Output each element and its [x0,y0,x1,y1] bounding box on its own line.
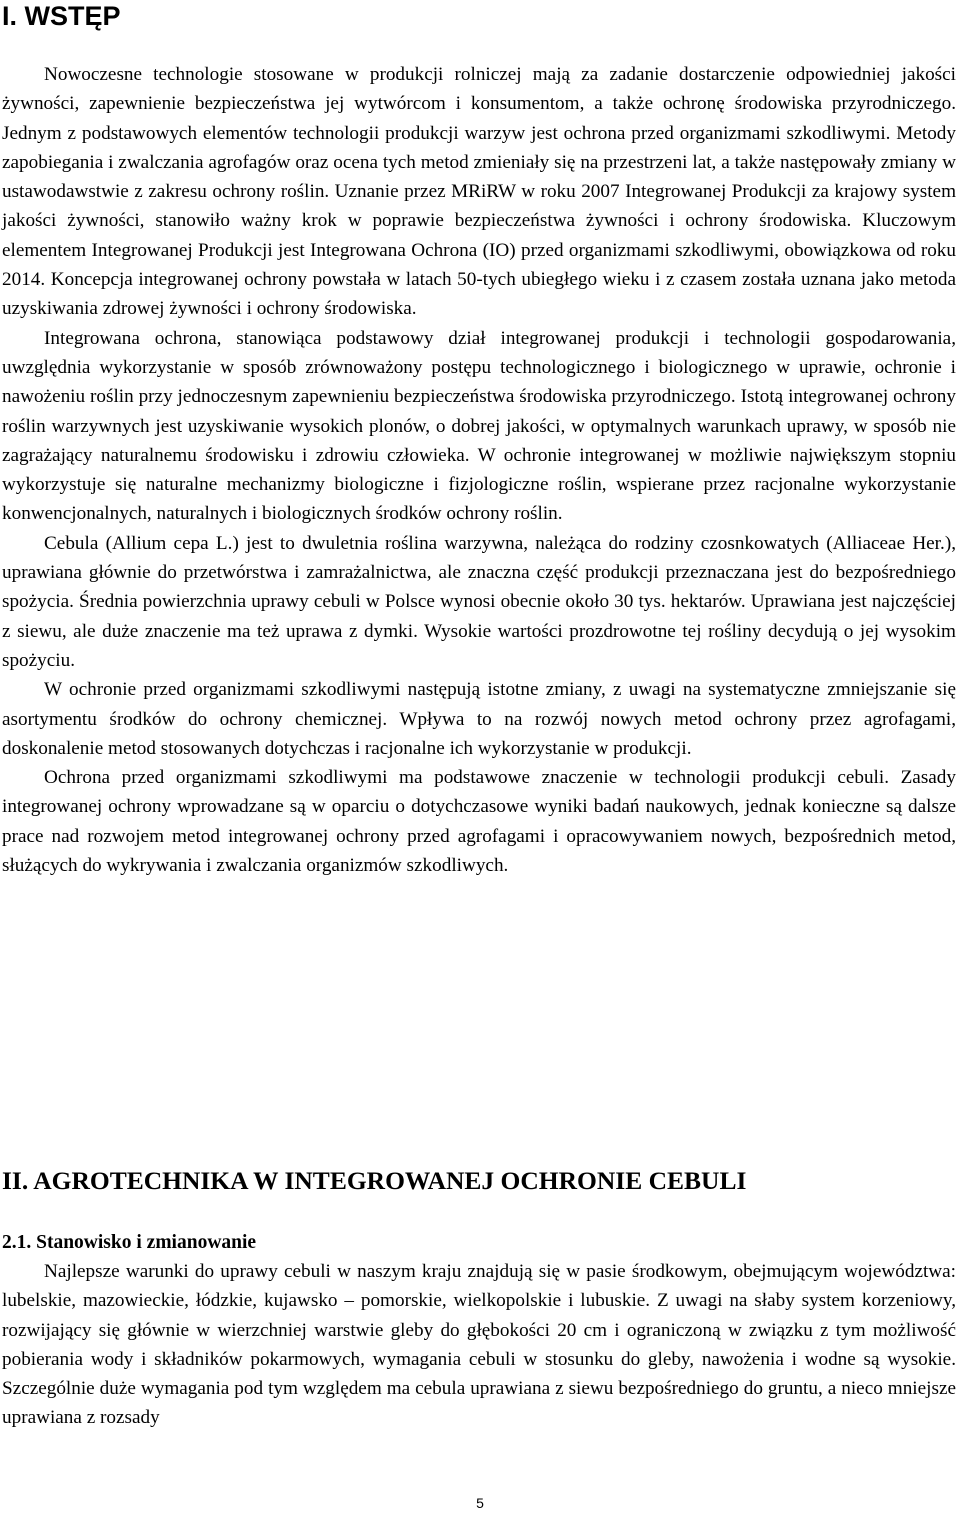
intro-section [2,60,956,880]
intro-paragraph-3: Cebula (Allium cepa L.) jest to dwuletnia roślina warzywna, należąca do rodziny czosnkowatych (Alliaceae Her.), uprawiana głównie do przetwórstwa i zamrażalnictwa, ale znaczna część produkcji przeznaczana jest do bezpośredniego spożycia. Średnia powierzchnia uprawy cebuli w Polsce wynosi obecnie około 30 tys. hektarów. Uprawiana jest najczęściej z siewu, ale duże znaczenie ma też uprawa z dymki. Wysokie wartości prozdrowotne tej rośliny decydują o jej wysokim spożyciu. [2,532,956,671]
intro-paragraph-4: W ochronie przed organizmami szkodliwymi następują istotne zmiany, z uwagi na systematyczne zmniejszanie się asortymentu środków do ochrony chemicznej. Wpływa to na rozwój nowych metod ochrony przez agrofagami, doskonalenie metod stosowanych dotychczas i racjonalne ich wykorzystanie w produkcji. [2,679,956,759]
heading-stanowisko: 2.1. Stanowisko i zmianowanie [2,1232,257,1253]
heading-wstep: I. WSTĘP [2,1,121,31]
page-number: 5 [476,1495,484,1511]
section-2-1 [2,1257,956,1433]
intro-paragraph-1: Nowoczesne technologie stosowane w produkcji rolniczej mają za zadanie dostarczenie odpowiedniej jakości żywności, zapewnienie bezpieczeństwa jej wytwórcom i konsumentom, a także ochronę środowiska przyrodniczego. Jednym z podstawowych elementów technologii produkcji warzyw jest ochrona przed organizmami szkodliwymi. Metody zapobiegania i zwalczania agrofagów oraz ocena tych metod zmieniały się na przestrzeni lat, a także następowały zmiany w ustawodawstwie z zakresu ochrony roślin. Uznanie przez MRiRW w roku 2007 Integrowanej Produkcji za krajowy system jakości żywności, stanowiło ważny krok w poprawie bezpieczeństwa żywności i ochrony środowiska. Kluczowym elementem Integrowanej Produkcji jest Integrowana Ochrona (IO) przed organizmami szkodliwymi, obowiązkowa od roku 2014. Koncepcja integrowanej ochrony powstała w latach 50-tych ubiegłego wieku i z czasem została uznana jako metoda uzyskiwania zdrowej żywności i ochrony środowiska. [2,64,956,320]
heading-agrotechnika: II. AGROTECHNIKA W INTEGROWANEJ OCHRONIE CEBULI [2,1166,747,1195]
intro-paragraph-2: Integrowana ochrona, stanowiąca podstawowy dział integrowanej produkcji i technologii gospodarowania, uwzględnia wykorzystanie w sposób zrównoważony postępu technologicznego i biologicznego w uprawie, ochronie i nawożeniu roślin przy jednoczesnym zapewnieniu bezpieczeństwa środowiska przyrodniczego. Istotą integrowanej ochrony roślin warzywnych jest uzyskiwanie wysokich plonów, o dobrej jakości, w optymalnych warunkach uprawy, w sposób nie zagrażający naturalnemu środowisku i zdrowiu człowieka. W ochronie integrowanej w możliwie największym stopniu wykorzystuje się naturalne mechanizmy biologiczne i fizjologiczne roślin, wspierane przez racjonalne wykorzystanie konwencjonalnych, naturalnych i biologicznych środków ochrony roślin. [2,327,956,525]
intro-paragraph-5: Ochrona przed organizmami szkodliwymi ma podstawowe znaczenie w technologii produkcji cebuli. Zasady integrowanej ochrony wprowadzane są w oparciu o dotychczasowe wyniki badań naukowych, jednak konieczne są dalsze prace nad rozwojem metod integrowanej ochrony przed agrofagami i opracowywaniem nowych, bezpośrednich metod, służących do wykrywania i zwalczania organizmów szkodliwych. [2,767,956,877]
section-paragraph-1: Najlepsze warunki do uprawy cebuli w naszym kraju znajdują się w pasie środkowym, obejmującym województwa: lubelskie, mazowieckie, łódzkie, kujawsko – pomorskie, wielkopolskie i lubuskie. Z uwagi na słaby system korzeniowy, rozwijający się głównie w wierzchniej warstwie gleby do głębokości 20 cm i ograniczoną w związku z tym możliwość pobierania wody i składników pokarmowych, wymagania cebuli w stosunku do gleby, nawożenia i wodne są wysokie. Szczególnie duże wymagania pod tym względem ma cebula uprawiana z siewu bezpośredniego do gruntu, a nieco mniejsze uprawiana z rozsady [2,1261,956,1429]
